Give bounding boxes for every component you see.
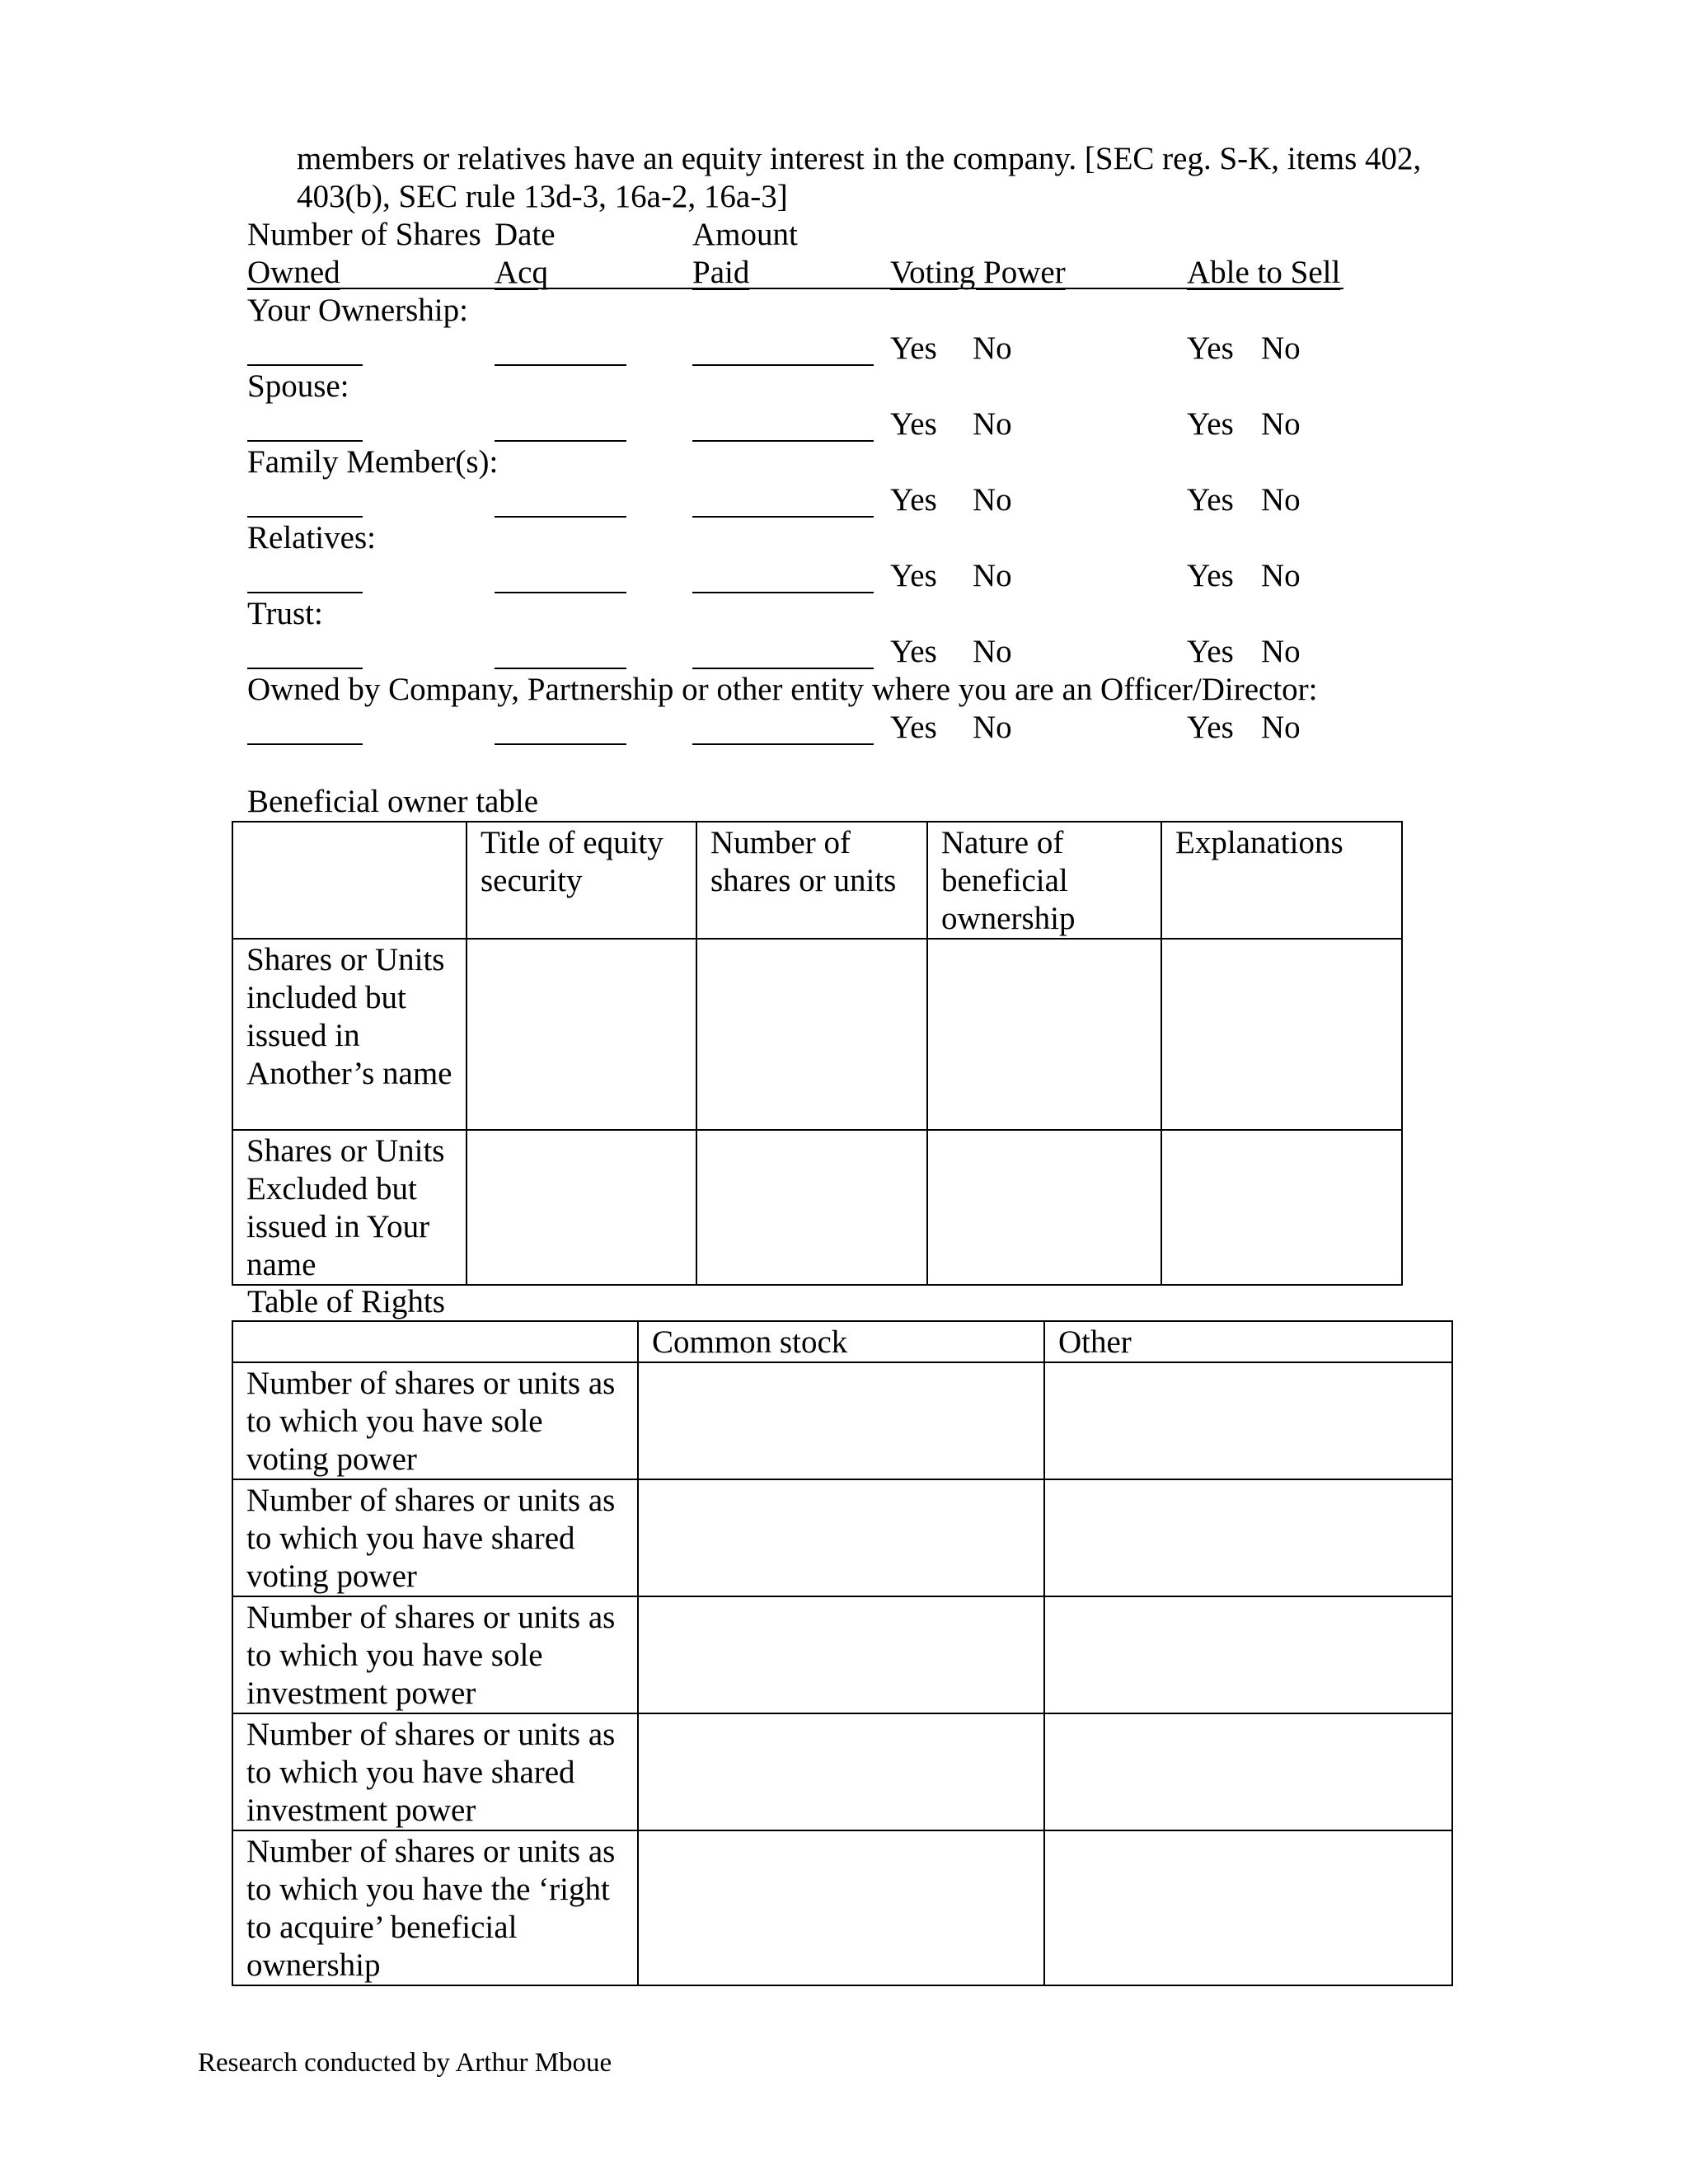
voting-yes-option[interactable]: Yes bbox=[890, 406, 937, 442]
header-other: Other bbox=[1044, 1321, 1452, 1362]
rights-table-caption: Table of Rights bbox=[247, 1284, 445, 1319]
row-label: Your Ownership: bbox=[247, 293, 468, 328]
table-row bbox=[232, 1130, 1402, 1285]
header-nature-of-ownership: Nature of beneficial ownership bbox=[927, 822, 1161, 939]
row-label: Trust: bbox=[247, 596, 323, 631]
header-amount-bottom: Paid bbox=[692, 255, 750, 290]
header-amount-top: Amount bbox=[692, 217, 798, 252]
voting-yes-option[interactable]: Yes bbox=[890, 330, 937, 366]
input-cell[interactable] bbox=[1044, 1479, 1452, 1596]
row-label: Number of shares or units as to which you have sole investment power bbox=[232, 1596, 638, 1713]
date-acquired-field[interactable] bbox=[495, 743, 626, 745]
voting-no-option[interactable]: No bbox=[973, 406, 1012, 442]
input-cell[interactable] bbox=[638, 1596, 1044, 1713]
row-label: Shares or Units included but issued in Another’s name bbox=[232, 939, 467, 1130]
header-number-of-shares: Number of shares or units bbox=[696, 822, 927, 939]
input-cell[interactable] bbox=[467, 1130, 696, 1285]
input-cell[interactable] bbox=[696, 1130, 927, 1285]
voting-no-option[interactable]: No bbox=[973, 558, 1012, 593]
header-common-stock: Common stock bbox=[638, 1321, 1044, 1362]
input-cell[interactable] bbox=[1044, 1362, 1452, 1479]
sell-no-option[interactable]: No bbox=[1261, 406, 1301, 442]
input-cell[interactable] bbox=[467, 939, 696, 1130]
header-able-to-sell: Able to Sell bbox=[1187, 255, 1341, 290]
voting-no-option[interactable]: No bbox=[973, 634, 1012, 669]
amount-paid-field[interactable] bbox=[692, 516, 874, 518]
date-acquired-field[interactable] bbox=[495, 516, 626, 518]
table-header-row bbox=[232, 1321, 1452, 1362]
intro-line-1: members or relatives have an equity interest in the company. [SEC reg. S-K, items 402, bbox=[297, 141, 1422, 176]
sell-no-option[interactable]: No bbox=[1261, 558, 1301, 593]
amount-paid-field[interactable] bbox=[692, 592, 874, 593]
input-cell[interactable] bbox=[1161, 1130, 1402, 1285]
input-cell[interactable] bbox=[927, 939, 1161, 1130]
voting-no-option[interactable]: No bbox=[973, 330, 1012, 366]
voting-no-option[interactable]: No bbox=[973, 482, 1012, 518]
amount-paid-field[interactable] bbox=[692, 668, 874, 669]
table-row bbox=[232, 1713, 1452, 1830]
table-row bbox=[232, 1830, 1452, 1985]
input-cell[interactable] bbox=[638, 1362, 1044, 1479]
date-acquired-field[interactable] bbox=[495, 592, 626, 593]
header-date-top: Date bbox=[495, 217, 556, 252]
sell-yes-option[interactable]: Yes bbox=[1187, 406, 1234, 442]
row-label: Number of shares or units as to which you have shared investment power bbox=[232, 1713, 638, 1830]
input-cell[interactable] bbox=[638, 1479, 1044, 1596]
date-acquired-field[interactable] bbox=[495, 364, 626, 366]
amount-paid-field[interactable] bbox=[692, 743, 874, 745]
row-label: Number of shares or units as to which you have sole voting power bbox=[232, 1362, 638, 1479]
input-cell[interactable] bbox=[1044, 1596, 1452, 1713]
header-cell-empty bbox=[232, 1321, 638, 1362]
sell-yes-option[interactable]: Yes bbox=[1187, 634, 1234, 669]
table-row bbox=[232, 1479, 1452, 1596]
input-cell[interactable] bbox=[927, 1130, 1161, 1285]
date-acquired-field[interactable] bbox=[495, 668, 626, 669]
row-label: Spouse: bbox=[247, 368, 349, 404]
date-acquired-field[interactable] bbox=[495, 440, 626, 442]
sell-no-option[interactable]: No bbox=[1261, 482, 1301, 518]
sell-no-option[interactable]: No bbox=[1261, 710, 1301, 745]
sell-no-option[interactable]: No bbox=[1261, 330, 1301, 366]
input-cell[interactable] bbox=[1044, 1830, 1452, 1985]
amount-paid-field[interactable] bbox=[692, 440, 874, 442]
voting-yes-option[interactable]: Yes bbox=[890, 710, 937, 745]
intro-line-2: 403(b), SEC rule 13d-3, 16a-2, 16a-3] bbox=[297, 179, 788, 214]
header-underline bbox=[247, 288, 1343, 289]
shares-owned-field[interactable] bbox=[247, 668, 363, 669]
sell-yes-option[interactable]: Yes bbox=[1187, 330, 1234, 366]
header-shares-bottom: Owned bbox=[247, 255, 340, 290]
beneficial-table-caption: Beneficial owner table bbox=[247, 784, 538, 819]
header-explanations: Explanations bbox=[1161, 822, 1402, 939]
header-shares-top: Number of Shares bbox=[247, 217, 481, 252]
row-label: Number of shares or units as to which you have the ‘right to acquire’ beneficial ownership bbox=[232, 1830, 638, 1985]
row-label: Number of shares or units as to which you have shared voting power bbox=[232, 1479, 638, 1596]
input-cell[interactable] bbox=[696, 939, 927, 1130]
beneficial-owner-table bbox=[232, 821, 1403, 1286]
sell-no-option[interactable]: No bbox=[1261, 634, 1301, 669]
shares-owned-field[interactable] bbox=[247, 743, 363, 745]
row-label: Family Member(s): bbox=[247, 444, 499, 480]
header-date-bottom: Acq bbox=[495, 255, 548, 290]
header-cell-empty bbox=[232, 822, 467, 939]
table-header-row bbox=[232, 822, 1402, 939]
input-cell[interactable] bbox=[638, 1830, 1044, 1985]
input-cell[interactable] bbox=[638, 1713, 1044, 1830]
shares-owned-field[interactable] bbox=[247, 364, 363, 366]
voting-no-option[interactable]: No bbox=[973, 710, 1012, 745]
shares-owned-field[interactable] bbox=[247, 516, 363, 518]
shares-owned-field[interactable] bbox=[247, 440, 363, 442]
header-voting-power: Voting Power bbox=[890, 255, 1066, 290]
amount-paid-field[interactable] bbox=[692, 364, 874, 366]
shares-owned-field[interactable] bbox=[247, 592, 363, 593]
rights-table bbox=[232, 1320, 1453, 1986]
table-row bbox=[232, 1596, 1452, 1713]
sell-yes-option[interactable]: Yes bbox=[1187, 482, 1234, 518]
voting-yes-option[interactable]: Yes bbox=[890, 558, 937, 593]
table-row bbox=[232, 1362, 1452, 1479]
voting-yes-option[interactable]: Yes bbox=[890, 482, 937, 518]
footer-credit: Research conducted by Arthur Mboue bbox=[198, 2048, 612, 2078]
row-label: Shares or Units Excluded but issued in Your name bbox=[232, 1130, 467, 1285]
sell-yes-option[interactable]: Yes bbox=[1187, 558, 1234, 593]
voting-yes-option[interactable]: Yes bbox=[890, 634, 937, 669]
row-label: Owned by Company, Partnership or other entity where you are an Officer/Director: bbox=[247, 672, 1318, 707]
row-label: Relatives: bbox=[247, 520, 376, 555]
input-cell[interactable] bbox=[1044, 1713, 1452, 1830]
sell-yes-option[interactable]: Yes bbox=[1187, 710, 1234, 745]
table-row bbox=[232, 939, 1402, 1130]
header-title-of-equity-security: Title of equity security bbox=[467, 822, 696, 939]
input-cell[interactable] bbox=[1161, 939, 1402, 1130]
